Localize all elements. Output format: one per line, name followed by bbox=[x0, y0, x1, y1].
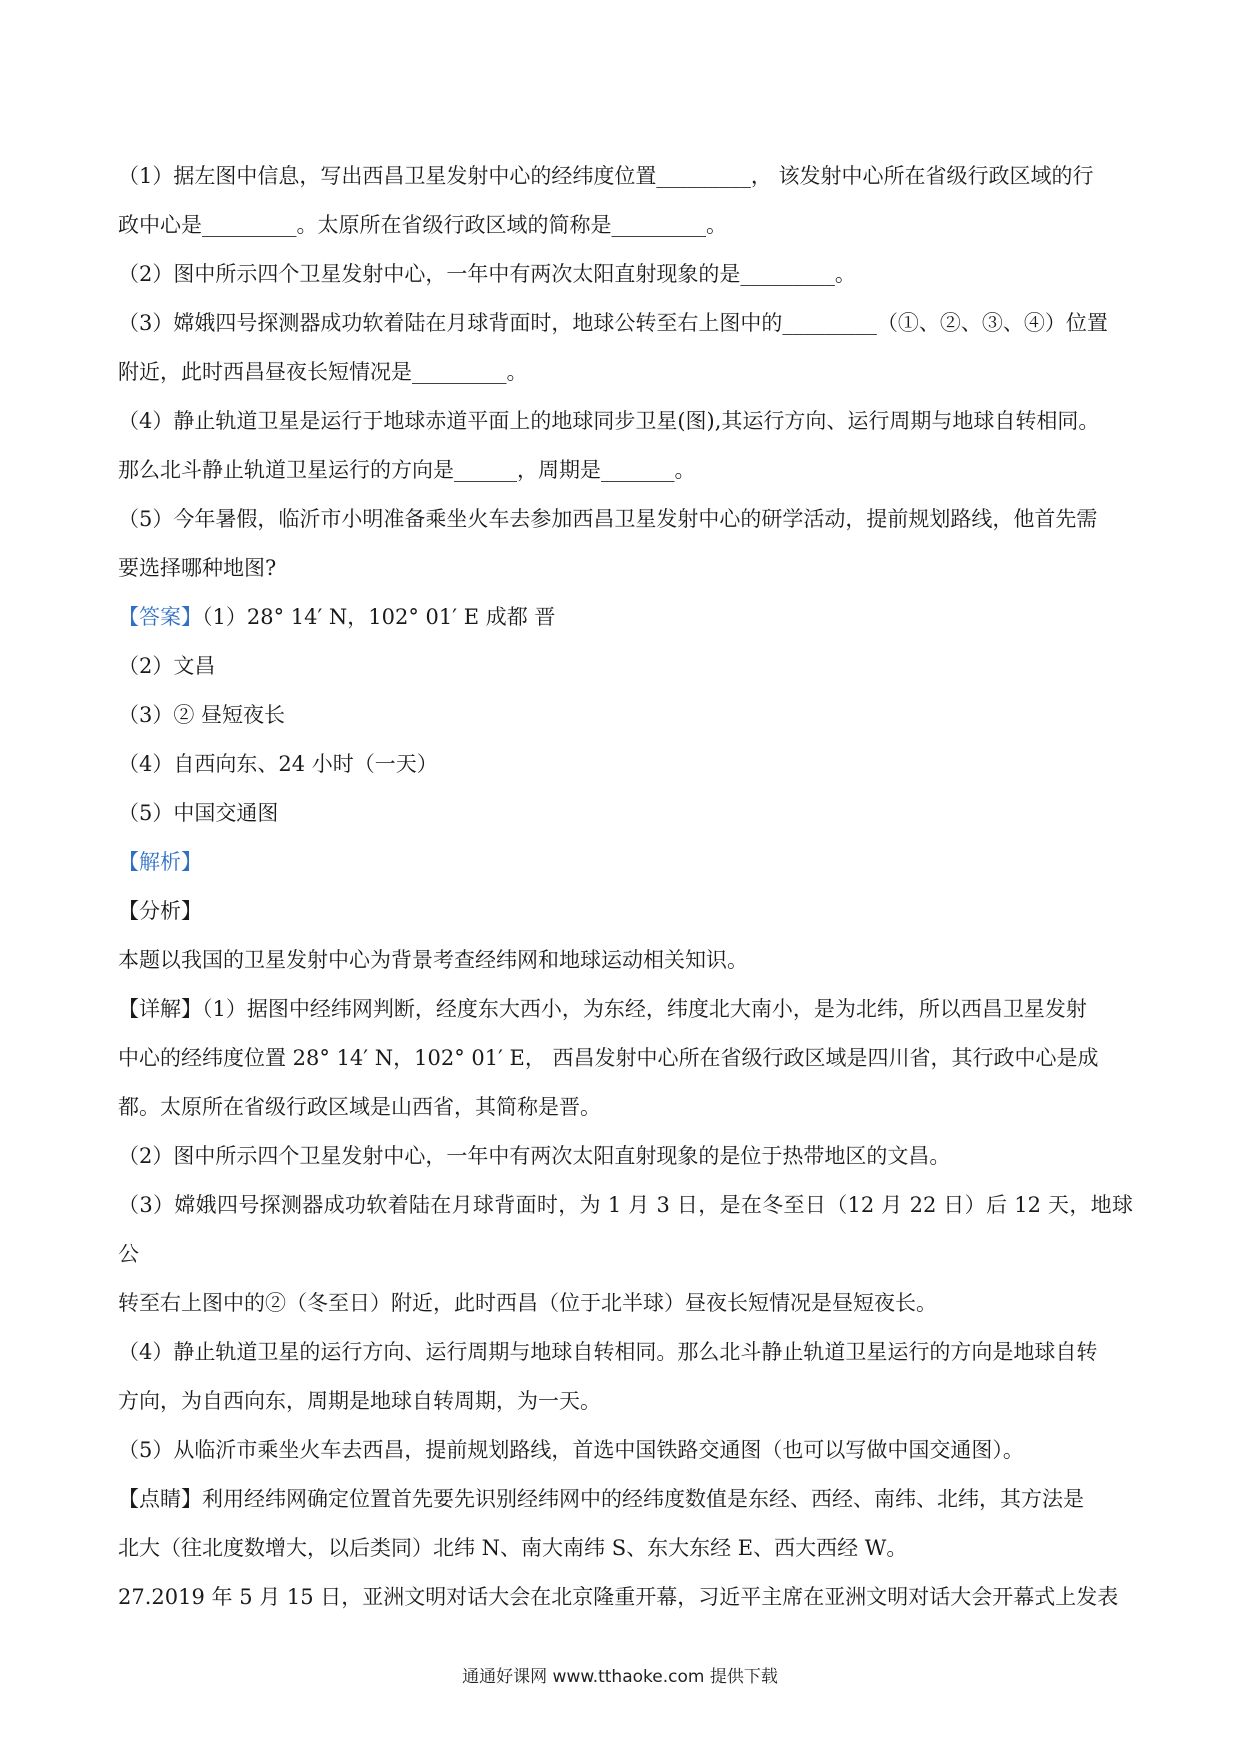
question-2: （2）图中所示四个卫星发射中心，一年中有两次太阳直射现象的是_________。 bbox=[118, 262, 856, 286]
detail-3-line-2: 转至右上图中的②（冬至日）附近，此时西昌（位于北半球）昼夜长短情况是昼短夜长。 bbox=[118, 1291, 937, 1315]
question-3-line-2: 附近，此时西昌昼夜长短情况是_________。 bbox=[118, 360, 528, 384]
detail-4-line-2: 方向，为自西向东，周期是地球自转周期，为一天。 bbox=[118, 1389, 601, 1413]
answer-line-1 bbox=[118, 593, 1133, 642]
question-1-line-2: 政中心是_________。太原所在省级行政区域的简称是_________。 bbox=[118, 213, 727, 237]
dianjing-text-1: 利用经纬网确定位置首先要先识别经纬网中的经纬度数值是东经、西经、南纬、北纬，其方法是 bbox=[202, 1487, 1084, 1511]
question-5-line-2: 要选择哪种地图? bbox=[118, 556, 277, 580]
answer-1: （1）28° 14′ N，102° 01′ E 成都 晋 bbox=[202, 605, 556, 629]
detail-5: （5）从临沂市乘坐火车去西昌，提前规划路线，首选中国铁路交通图（也可以写做中国交通图）。 bbox=[118, 1438, 1024, 1462]
detail-4-line-1: （4）静止轨道卫星的运行方向、运行周期与地球自转相同。那么北斗静止轨道卫星运行的方向是地球自转 bbox=[118, 1340, 1098, 1364]
fenxi-text: 本题以我国的卫星发射中心为背景考查经纬网和地球运动相关知识。 bbox=[118, 948, 748, 972]
fenxi-label: 【分析】 bbox=[118, 899, 202, 923]
question-4-line-1: （4）静止轨道卫星是运行于地球赤道平面上的地球同步卫星(图),其运行方向、运行周期与地球自转相同。 bbox=[118, 409, 1100, 433]
dianjing-label: 【点睛】 bbox=[118, 1487, 202, 1511]
next-question: 27.2019 年 5 月 15 日，亚洲文明对话大会在北京隆重开幕，习近平主席在亚洲文明对话大会开幕式上发表 bbox=[118, 1585, 1119, 1609]
analysis-label: 【解析】 bbox=[118, 850, 202, 874]
page-content bbox=[118, 152, 1133, 1622]
detail-2: （2）图中所示四个卫星发射中心，一年中有两次太阳直射现象的是位于热带地区的文昌。 bbox=[118, 1144, 951, 1168]
answer-5: （5）中国交通图 bbox=[118, 801, 279, 825]
answer-4: （4）自西向东、24 小时（一天） bbox=[118, 752, 438, 776]
dianjing-line-2: 北大（往北度数增大，以后类同）北纬 N、南大南纬 S、东大东经 E、西大西经 W。 bbox=[118, 1536, 908, 1560]
question-3-line-1: （3）嫦娥四号探测器成功软着陆在月球背面时，地球公转至右上图中的_________（①、②、③、④）位置 bbox=[118, 311, 1108, 335]
question-4-line-2: 那么北斗静止轨道卫星运行的方向是______，周期是_______。 bbox=[118, 458, 696, 482]
detail-1-line-1: （1）据图中经纬网判断，经度东大西小，为东经，纬度北大南小，是为北纬，所以西昌卫星发射 bbox=[202, 997, 1087, 1021]
detail-label: 【详解】 bbox=[118, 997, 202, 1021]
detail-3-line-1: （3）嫦娥四号探测器成功软着陆在月球背面时，为 1 月 3 日，是在冬至日（12 月 22 日）后 12 天，地球公 bbox=[118, 1193, 1133, 1266]
detail-line-1 bbox=[118, 985, 1133, 1034]
question-5-line-1: （5）今年暑假，临沂市小明准备乘坐火车去参加西昌卫星发射中心的研学活动，提前规划路线，他首先需 bbox=[118, 507, 1098, 531]
page-footer: 通通好课网 www.tthaoke.com 提供下载 bbox=[462, 1667, 778, 1687]
answer-label: 【答案】 bbox=[118, 605, 202, 629]
answer-3: （3）② 昼短夜长 bbox=[118, 703, 286, 727]
answer-2: （2）文昌 bbox=[118, 654, 216, 678]
dianjing-line-1 bbox=[118, 1475, 1133, 1524]
question-1-line-1: （1）据左图中信息，写出西昌卫星发射中心的经纬度位置_________， 该发射中心所在省级行政区域的行 bbox=[118, 164, 1094, 188]
detail-1-line-3: 都。太原所在省级行政区域是山西省，其简称是晋。 bbox=[118, 1095, 601, 1119]
detail-1-line-2: 中心的经纬度位置 28° 14′ N，102° 01′ E， 西昌发射中心所在省级行政区域是四川省，其行政中心是成 bbox=[118, 1046, 1099, 1070]
